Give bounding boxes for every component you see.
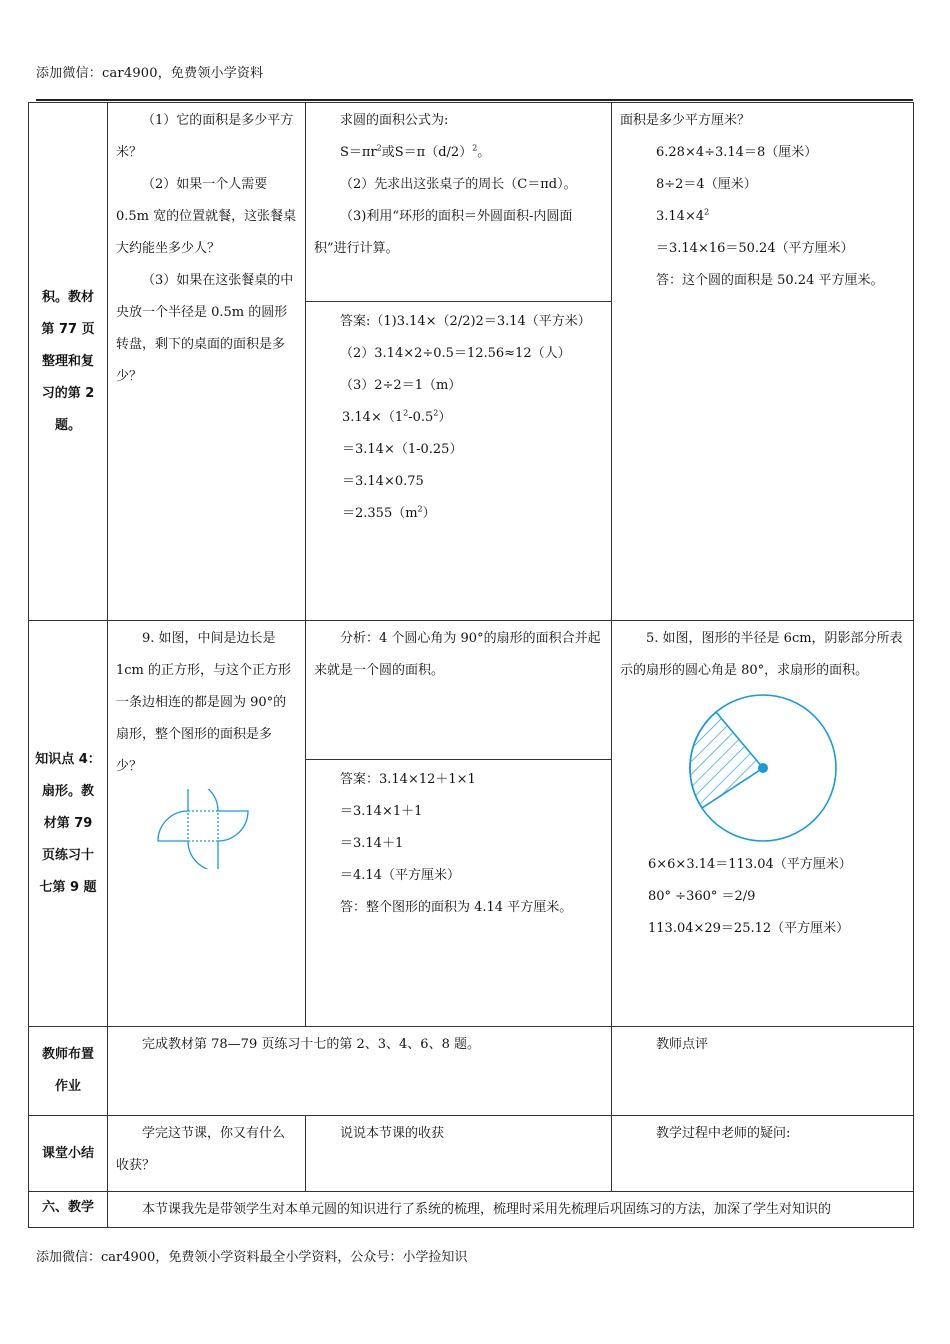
teacher-comment-cell	[612, 1027, 914, 1116]
superscript: 2	[376, 143, 382, 153]
problem-text: 9. 如图，中间是边长是1cm 的正方形，与这个正方形一条边相连的都是圆为 90°的扇形，整个图形的面积是多少？	[116, 631, 292, 774]
analysis-block	[306, 103, 611, 302]
answer-line	[314, 498, 603, 530]
answer-line: ＝3.14×0.75	[342, 474, 424, 489]
label-line: 题。	[54, 417, 81, 433]
header-text: 添加微信：car4900，免费领小学资料	[36, 66, 264, 81]
answer-part: -0.5	[408, 410, 434, 425]
summary-prompt: 说说本节课的收获	[340, 1126, 445, 1141]
label-line: 第 77 页	[41, 321, 95, 337]
extra-part: 3.14×4	[656, 209, 705, 224]
problem-part-2: （2）如果一个人需要 0.5m 宽的位置就餐，这张餐桌大约能坐多少人？	[116, 177, 297, 256]
analysis-line: （2）先求出这张桌子的周长（C＝πd）。	[340, 177, 577, 192]
superscript: 2	[417, 504, 423, 514]
extra-question: 面积是多少平方厘米？	[620, 113, 751, 128]
answer-block	[306, 302, 611, 530]
problem-part-1: （1）它的面积是多少平方米？	[116, 113, 294, 160]
teacher-question-label: 教学过程中老师的疑问:	[656, 1126, 791, 1141]
sector-circle-figure	[683, 693, 843, 843]
table-row-homework	[29, 1027, 914, 1116]
answer-line: 答案：3.14×12＋1×1	[340, 772, 476, 787]
answer-line: （3）2÷2＝1（m）	[340, 378, 462, 393]
pinwheel-figure	[152, 789, 262, 869]
reflection-cell	[108, 1192, 914, 1228]
label-line: 整理和复	[41, 353, 94, 369]
label-line: 材第 79	[43, 815, 93, 831]
answer-line: 答案:（1)3.14×（2/2)2＝3.14（平方米）	[340, 314, 591, 329]
formula-a: S＝πr	[340, 145, 377, 160]
label-line: 作业	[54, 1079, 81, 1094]
answer-part: 3.14×（1	[342, 410, 404, 425]
answer-line: ＝3.14＋1	[340, 836, 404, 851]
problem-cell	[108, 103, 306, 621]
row-label-summary: 课堂小结	[29, 1116, 108, 1192]
extra-step: 80° ÷360° ＝2/9	[648, 889, 756, 904]
summary-cell	[612, 1116, 914, 1192]
summary-cell	[306, 1116, 612, 1192]
label-line: 教师布置	[41, 1047, 94, 1062]
answer-block	[306, 760, 611, 924]
table-row-sector	[29, 621, 914, 1027]
superscript: 2	[403, 408, 409, 418]
answer-line: ＝3.14×1＋1	[340, 804, 423, 819]
label-line: 习的第 2	[41, 385, 95, 401]
superscript: 2	[704, 207, 710, 217]
analysis-text: 分析：4 个圆心角为 90°的扇形的面积合并起来就是一个圆的面积。	[314, 631, 601, 678]
label-line: 扇形。教	[41, 783, 94, 799]
homework-cell	[108, 1027, 612, 1116]
superscript: 2	[472, 143, 478, 153]
homework-text: 完成教材第 78—79 页练习十七的第 2、3、4、6、8 题。	[142, 1037, 480, 1052]
extra-step: 113.04×29＝25.12（平方厘米）	[648, 921, 850, 936]
extra-step: 8÷2＝4（厘米）	[656, 177, 757, 192]
row-label-review	[29, 103, 108, 621]
analysis-block	[306, 621, 611, 760]
analysis-cell	[306, 621, 612, 1027]
extra-step: 6×6×3.14＝113.04（平方厘米）	[648, 857, 852, 872]
answer-line	[314, 402, 603, 434]
answer-part: ＝2.355（m	[342, 506, 418, 521]
analysis-line: （3)利用“环形的面积＝外圆面积-内圆面积”进行计算。	[314, 209, 573, 256]
extra-question: 5. 如图，图形的半径是 6cm，阴影部分所表示的扇形的圆心角是 80°，求扇形的面积。	[620, 631, 903, 678]
answer-part: ）	[422, 506, 436, 521]
extra-answer: 答：这个圆的面积是 50.24 平方厘米。	[656, 273, 884, 288]
answer-line: 答：整个图形的面积为 4.14 平方厘米。	[340, 900, 573, 915]
formula-line	[314, 137, 603, 169]
answer-line: （2）3.14×2÷0.5＝12.56≈12（人）	[340, 346, 571, 361]
row-label-homework	[29, 1027, 108, 1116]
label-line: 知识点 4：	[35, 751, 101, 767]
extra-practice-cell	[612, 103, 914, 621]
summary-question: 学完这节课，你又有什么收获？	[116, 1126, 286, 1173]
extra-practice-cell	[612, 621, 914, 1027]
superscript: 2	[433, 408, 439, 418]
lesson-table	[28, 102, 914, 1228]
problem-cell	[108, 621, 306, 1027]
label-line: 页练习十	[41, 847, 94, 863]
analysis-cell	[306, 103, 612, 621]
reflection-text: 本节课我先是带领学生对本单元圆的知识进行了系统的梳理，梳理时采用先梳理后巩固练习的方法，加深了学生对知识的	[142, 1202, 832, 1217]
table-row-summary	[29, 1116, 914, 1192]
extra-part: ＝3.14×16＝50.24（平方厘米）	[656, 241, 854, 256]
label-line: 七第 9 题	[39, 879, 97, 895]
teacher-comment-label: 教师点评	[656, 1037, 709, 1052]
footer-text: 添加微信：car4900，免费领小学资料最全小学资料，公众号：小学捡知识	[36, 1250, 468, 1265]
problem-part-3: （3）如果在这张餐桌的中央放一个半径是 0.5m 的圆形转盘，剩下的桌面的面积是多少？	[116, 273, 294, 384]
label-line: 积。教材	[41, 289, 94, 305]
extra-step	[620, 201, 905, 265]
analysis-line: 求圆的面积公式为:	[340, 113, 449, 128]
answer-part: ）	[438, 410, 452, 425]
table-row-review	[29, 103, 914, 621]
answer-line: ＝3.14×（1-0.25）	[342, 442, 463, 457]
row-label-reflection: 六、教学	[29, 1192, 108, 1228]
formula-b: 或S＝π（d/2）	[381, 145, 473, 160]
header-divider	[36, 99, 913, 101]
summary-cell	[108, 1116, 306, 1192]
table-row-reflection	[29, 1192, 914, 1228]
extra-step: 6.28×4÷3.14＝8（厘米）	[656, 145, 818, 160]
answer-line: ＝4.14（平方厘米）	[340, 868, 460, 883]
row-label-sector	[29, 621, 108, 1027]
formula-c: 。	[477, 145, 491, 160]
